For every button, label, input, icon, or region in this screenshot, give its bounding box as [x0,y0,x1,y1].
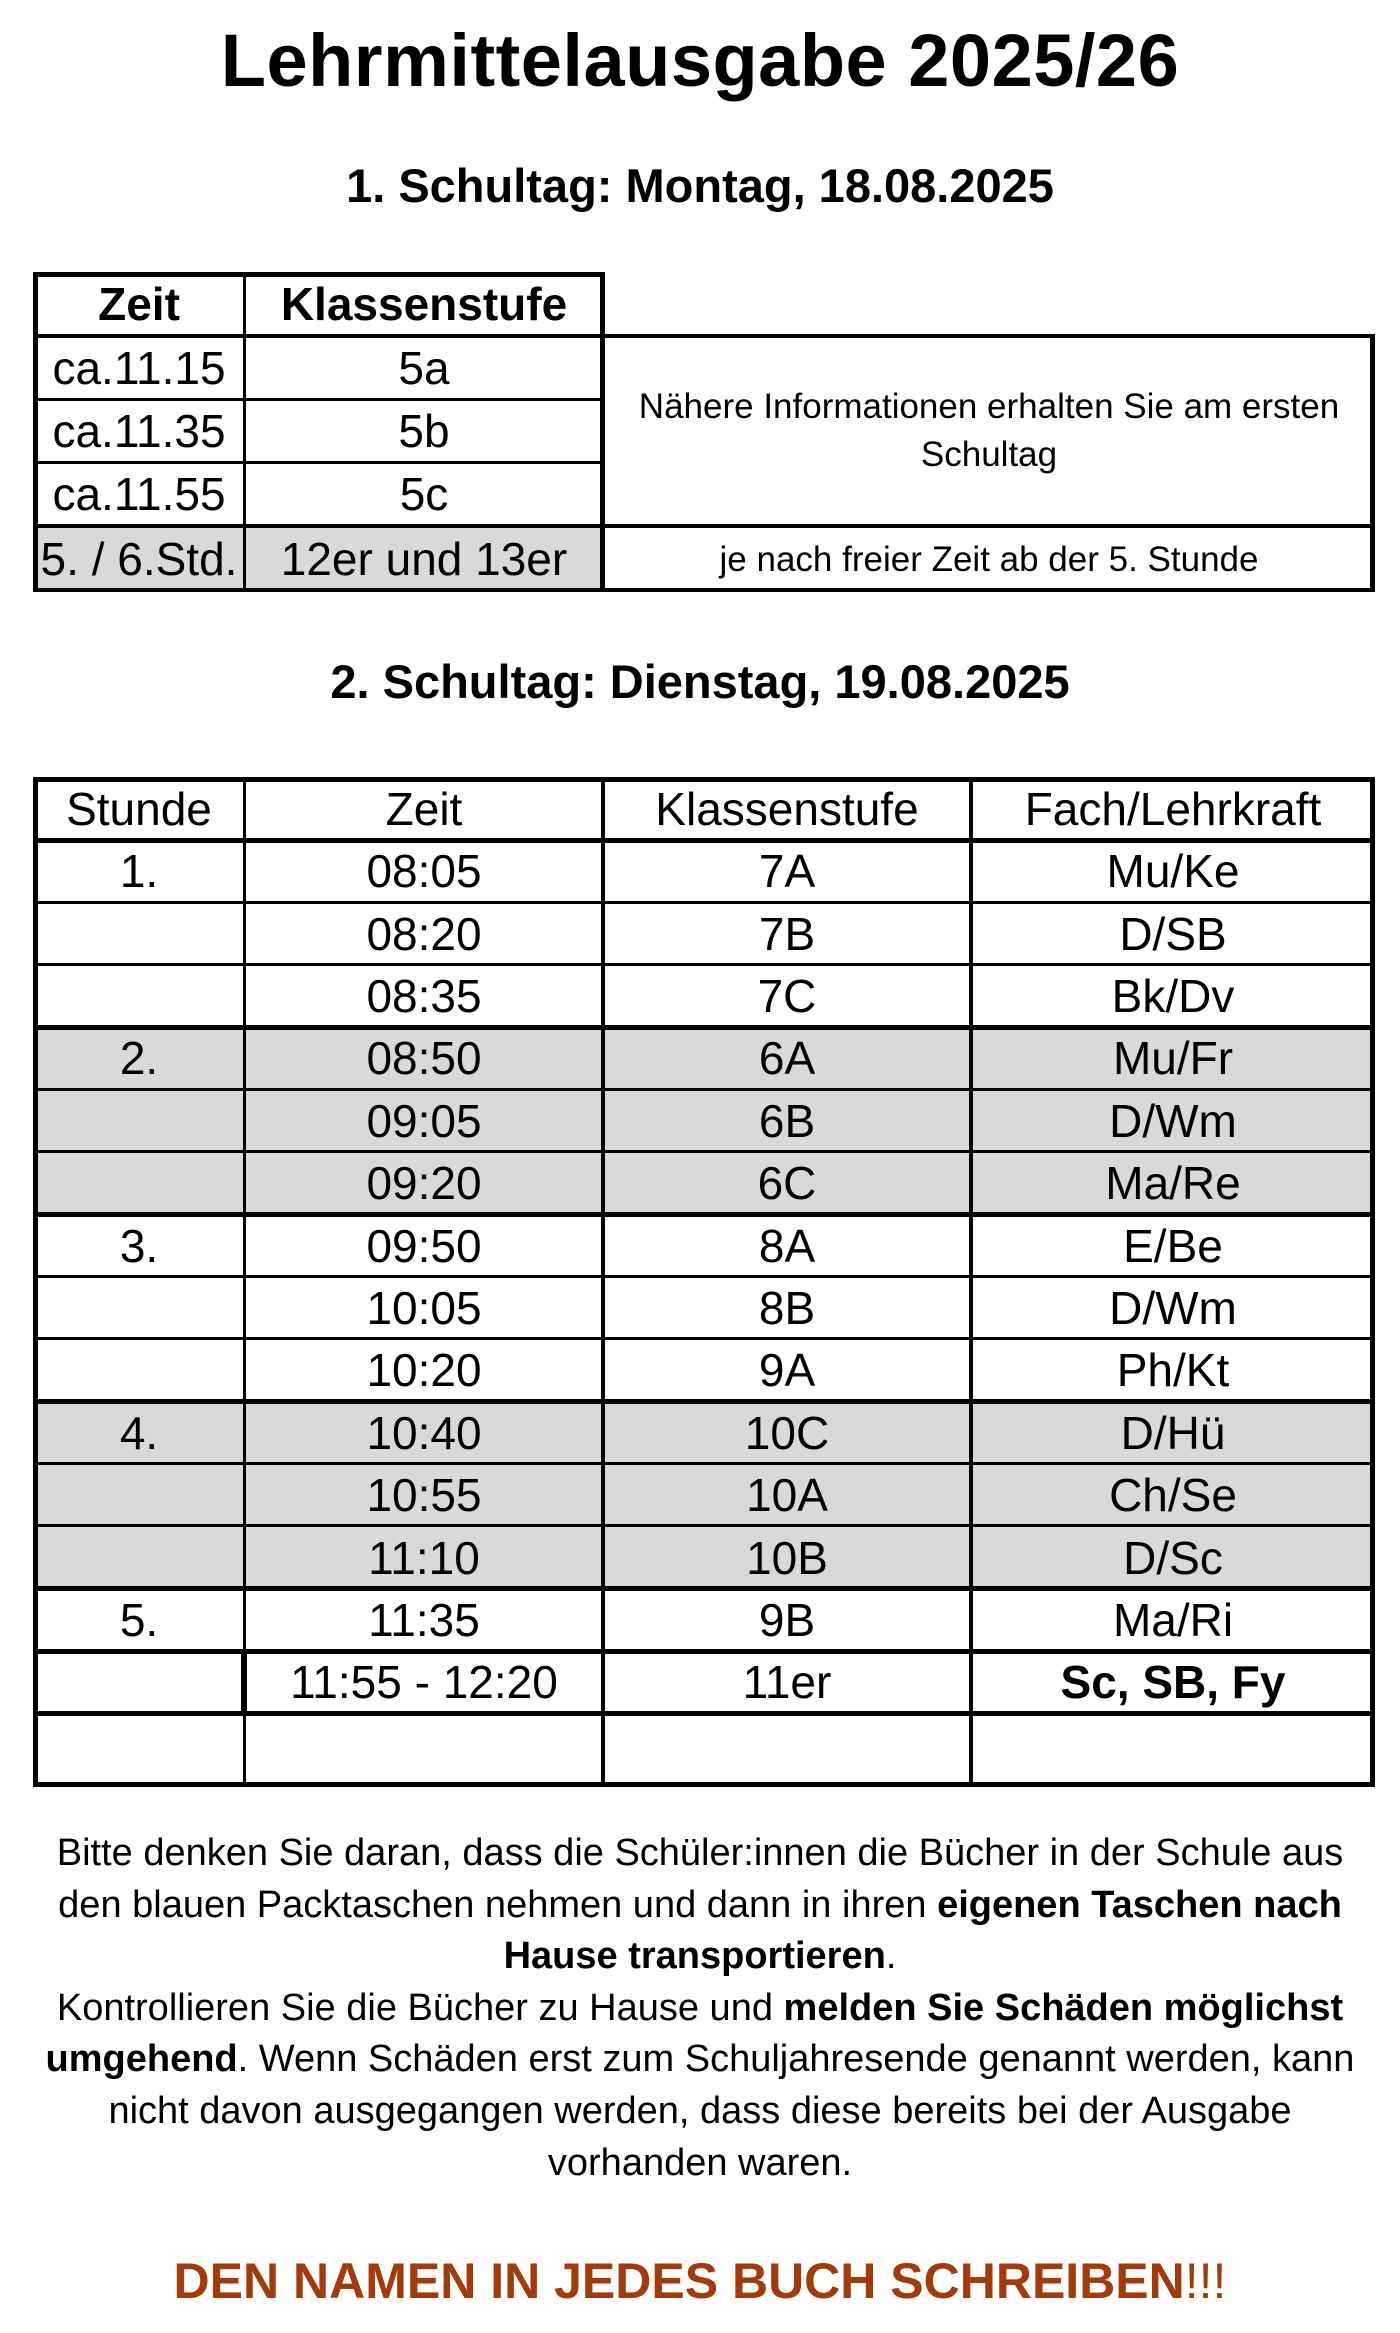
day2-grid [33,777,1375,1787]
klasse-cell: 7B [758,907,816,960]
day1-row1-zeit: ca.11.15 [52,341,226,394]
day2-header-zeit: Zeit [385,782,463,835]
zeit-cell: 11:10 [368,1531,480,1584]
fach-cell: Sc, SB, Fy [1060,1656,1286,1709]
klasse-cell: 9A [758,1344,816,1397]
day1-heading: 1. Schultag: Montag, 18.08.2025 [346,159,1054,212]
klasse-cell: 10A [746,1469,828,1522]
stunde-cell: 3. [119,1219,159,1272]
zeit-cell: 08:05 [366,845,482,898]
fach-cell: Mu/Fr [1112,1032,1234,1085]
day1-row2-zeit: ca.11.35 [52,404,226,457]
klasse-cell: 8B [758,1281,816,1334]
zeit-cell: 09:20 [366,1157,482,1210]
klasse-cell: 6A [758,1032,816,1085]
day1-row4-klasse: 12er und 13er [245,526,603,592]
day1-header-klasse: Klassenstufe [280,278,568,330]
notice-text [40,1828,1360,2189]
fach-cell: D/Sc [1123,1531,1223,1584]
day2-header-fach: Fach/Lehrkraft [1024,782,1322,835]
day1-info: Nähere Informationen erhalten Sie am ersten Schultag [638,387,1340,474]
zeit-cell: 10:40 [366,1406,482,1459]
stunde-cell: 5. [119,1593,159,1646]
day1-note: je nach freier Zeit ab der 5. Stunde [719,539,1259,579]
zeit-cell: 10:20 [366,1344,482,1397]
klasse-cell: 11er [742,1656,832,1709]
warning-banner: DEN NAMEN IN JEDES BUCH SCHREIBEN!!! [173,2253,1227,2309]
zeit-cell: 08:20 [366,907,482,960]
day1-row1-klasse: 5a [398,341,450,394]
klasse-cell: 10B [746,1531,828,1584]
day1-table [33,272,1375,592]
day2-heading: 2. Schultag: Dienstag, 19.08.2025 [330,655,1070,708]
fach-cell: D/Wm [1109,1094,1237,1147]
stunde-cell: 4. [119,1406,159,1459]
page-title: Lehrmittelausgabe 2025/26 [220,19,1180,102]
zeit-cell: 09:05 [366,1094,482,1147]
fach-cell: Ma/Re [1105,1157,1241,1210]
fach-cell: D/Hü [1120,1406,1226,1459]
day1-row3-zeit: ca.11.55 [52,468,226,520]
zeit-cell: 11:35 [368,1593,480,1646]
zeit-cell: 10:55 [366,1469,482,1522]
day1-row2-klasse: 5b [398,404,450,457]
zeit-cell: 08:35 [366,969,482,1022]
fach-cell: Mu/Ke [1106,845,1240,898]
zeit-cell: 11:55 - 12:20 [290,1656,558,1709]
stunde-cell: 1. [119,845,159,898]
notice-paragraph-2: Kontrollieren Sie die Bücher zu Hause und melden Sie Schäden möglichst umgehend. Wenn Schäden erst zum Schuljahresende genannt werden, kann nicht davon ausgegangen werden, dass diese bereits bei der Ausgabe vorhanden waren. [45,1986,1355,2184]
fach-cell: E/Be [1123,1219,1223,1272]
fach-cell: Ma/Ri [1112,1593,1234,1646]
zeit-cell: 10:05 [366,1281,482,1334]
klasse-cell: 7C [757,969,817,1022]
klasse-cell: 6B [758,1094,816,1147]
day1-row3-klasse: 5c [399,468,449,520]
klasse-cell: 7A [758,845,816,898]
klasse-cell: 9B [758,1593,816,1646]
day1-header-zeit: Zeit [98,278,180,330]
fach-cell: Ph/Kt [1116,1344,1230,1397]
fach-cell: D/Wm [1109,1281,1237,1334]
day1-row4-zeit: 5. / 6.Std. [33,526,245,592]
klasse-cell: 10C [744,1406,830,1459]
notice-paragraph-1: Bitte denken Sie daran, dass die Schüler:innen die Bücher in der Schule aus den blauen Packtaschen nehmen und dann in ihren eigenen Taschen nach Hause transportieren. [56,1832,1344,1978]
zeit-cell: 08:50 [366,1032,482,1085]
klasse-cell: 8A [758,1219,816,1272]
fach-cell: Bk/Dv [1111,969,1235,1022]
fach-cell: D/SB [1119,907,1227,960]
day2-header-klasse: Klassenstufe [655,782,919,835]
day2-table [33,777,1375,1787]
klasse-cell: 6C [757,1157,817,1210]
stunde-cell: 2. [119,1032,159,1085]
day2-header-stunde: Stunde [66,782,212,835]
zeit-cell: 09:50 [366,1219,482,1272]
fach-cell: Ch/Se [1109,1469,1237,1522]
